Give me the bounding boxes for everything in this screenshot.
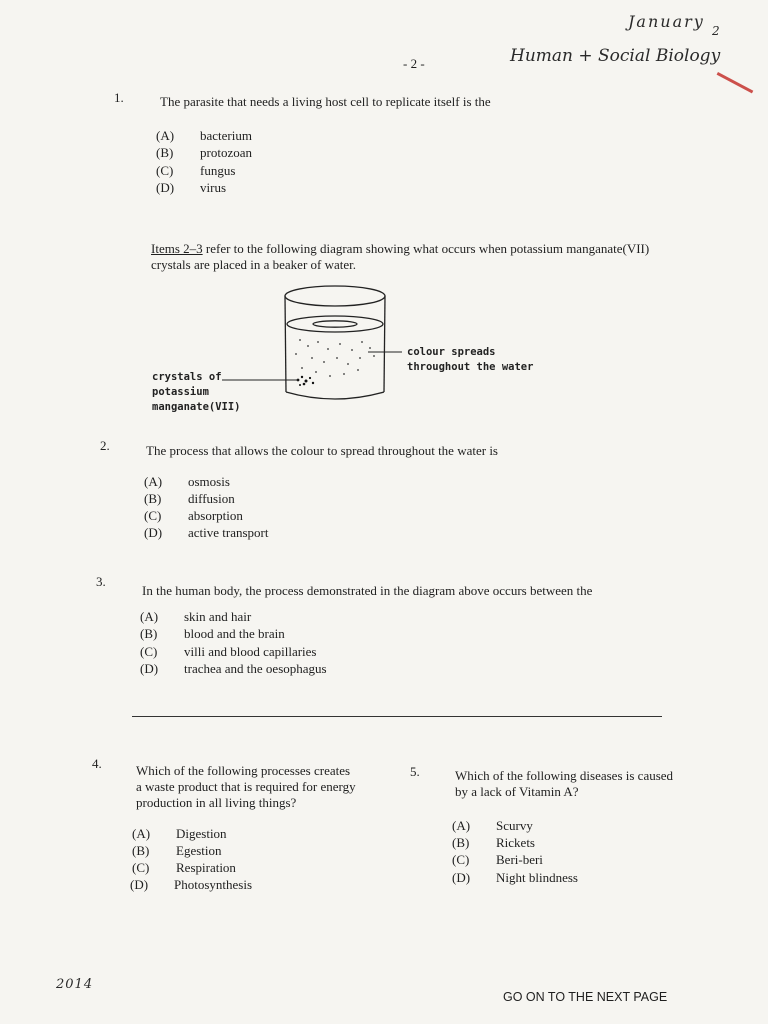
- option-text: trachea and the oesophagus: [184, 661, 327, 676]
- q1-number: 1.: [114, 90, 124, 105]
- option-letter: (A): [132, 826, 151, 841]
- q5-option-b[interactable]: [452, 834, 535, 851]
- option-text: active transport: [188, 525, 269, 540]
- label-crystals: crystals of potassium manganate(VII): [152, 371, 241, 413]
- q5-option-c[interactable]: [452, 851, 543, 868]
- q5-option-a[interactable]: [452, 817, 533, 834]
- option-letter: (B): [156, 145, 174, 160]
- option-letter: (D): [130, 877, 149, 892]
- q5-number: 5.: [410, 764, 420, 779]
- option-text: bacterium: [200, 128, 252, 143]
- q5-option-d[interactable]: [452, 869, 578, 886]
- option-letter: (B): [144, 491, 162, 506]
- label-colour-spreads: colour spreads throughout the water: [407, 346, 534, 373]
- q4-option-a[interactable]: [132, 825, 227, 842]
- q1-text: The parasite that needs a living host cell to replicate itself is the: [160, 94, 491, 109]
- option-text: osmosis: [188, 474, 230, 489]
- option-letter: (B): [452, 835, 470, 850]
- q4-option-c[interactable]: [132, 859, 236, 876]
- q2-option-c[interactable]: [144, 507, 243, 524]
- dispersed-particles: [295, 339, 375, 377]
- q2-option-a[interactable]: [144, 473, 230, 490]
- q3-text: In the human body, the process demonstrated in the diagram above occurs between the: [142, 583, 593, 598]
- beaker-icon: [285, 286, 385, 399]
- option-letter: (C): [156, 163, 174, 178]
- q1-option-d[interactable]: [156, 179, 226, 196]
- q3-option-c[interactable]: [140, 643, 317, 660]
- option-text: Photosynthesis: [174, 877, 253, 892]
- option-letter: (D): [144, 525, 163, 540]
- option-letter: (B): [132, 843, 150, 858]
- q4-option-d[interactable]: [130, 876, 252, 893]
- option-text: Beri-beri: [496, 852, 543, 867]
- option-text: villi and blood capillaries: [184, 644, 317, 659]
- red-mark: [706, 72, 753, 113]
- q3-number: 3.: [96, 574, 106, 589]
- page-number: - 2 -: [403, 56, 425, 71]
- intro-line1: refer to the following diagram showing what occurs when potassium manganate(VII): [202, 241, 650, 256]
- option-text: Digestion: [176, 826, 227, 841]
- option-letter: (A): [452, 818, 471, 833]
- option-text: virus: [200, 180, 226, 195]
- option-text: absorption: [188, 508, 243, 523]
- option-letter: (D): [156, 180, 175, 195]
- option-letter: (C): [140, 644, 158, 659]
- option-letter: (B): [140, 626, 158, 641]
- q3-option-a[interactable]: [140, 608, 251, 625]
- q4-text: Which of the following processes creates a waste product that is required for energy production in all living things?: [136, 763, 356, 810]
- q1-option-a[interactable]: [156, 127, 252, 144]
- q4-number: 4.: [92, 756, 102, 771]
- items-reference: Items 2–3: [151, 241, 203, 256]
- intro-line2: crystals are placed in a beaker of water.: [151, 257, 357, 272]
- option-letter: (C): [132, 860, 150, 875]
- option-letter: (A): [140, 609, 159, 624]
- q2-text: The process that allows the colour to spread throughout the water is: [146, 443, 498, 458]
- option-letter: (A): [156, 128, 175, 143]
- go-on-next-page: GO ON TO THE NEXT PAGE: [503, 990, 668, 1004]
- option-letter: (D): [452, 870, 471, 885]
- crystals-icon: [297, 376, 315, 386]
- option-text: blood and the brain: [184, 626, 285, 641]
- option-text: Scurvy: [496, 818, 533, 833]
- option-letter: (C): [144, 508, 162, 523]
- option-text: Egestion: [176, 843, 222, 858]
- option-text: diffusion: [188, 491, 235, 506]
- q3-option-d[interactable]: [140, 660, 327, 677]
- q1-option-c[interactable]: [156, 162, 235, 179]
- q4-option-b[interactable]: [132, 842, 222, 859]
- section-divider: [132, 716, 662, 717]
- handwritten-corner-number: 2: [712, 24, 720, 38]
- option-letter: (C): [452, 852, 470, 867]
- option-text: skin and hair: [184, 609, 252, 624]
- items-intro: [151, 241, 731, 273]
- q5-text: Which of the following diseases is caused by a lack of Vitamin A?: [455, 768, 674, 799]
- q3-option-b[interactable]: [140, 625, 285, 642]
- option-text: Respiration: [176, 860, 236, 875]
- option-text: Rickets: [496, 835, 535, 850]
- q1-option-b[interactable]: [156, 144, 252, 161]
- q2-number: 2.: [100, 438, 110, 453]
- handwritten-year: 2014: [56, 977, 94, 992]
- q2-option-d[interactable]: [144, 524, 269, 541]
- handwritten-subject: Human + Social Biology: [510, 46, 721, 66]
- option-text: fungus: [200, 163, 236, 178]
- option-letter: (D): [140, 661, 159, 676]
- option-letter: (A): [144, 474, 163, 489]
- q2-option-b[interactable]: [144, 490, 235, 507]
- option-text: protozoan: [200, 145, 252, 160]
- option-text: Night blindness: [496, 870, 578, 885]
- handwritten-month: January: [628, 12, 705, 31]
